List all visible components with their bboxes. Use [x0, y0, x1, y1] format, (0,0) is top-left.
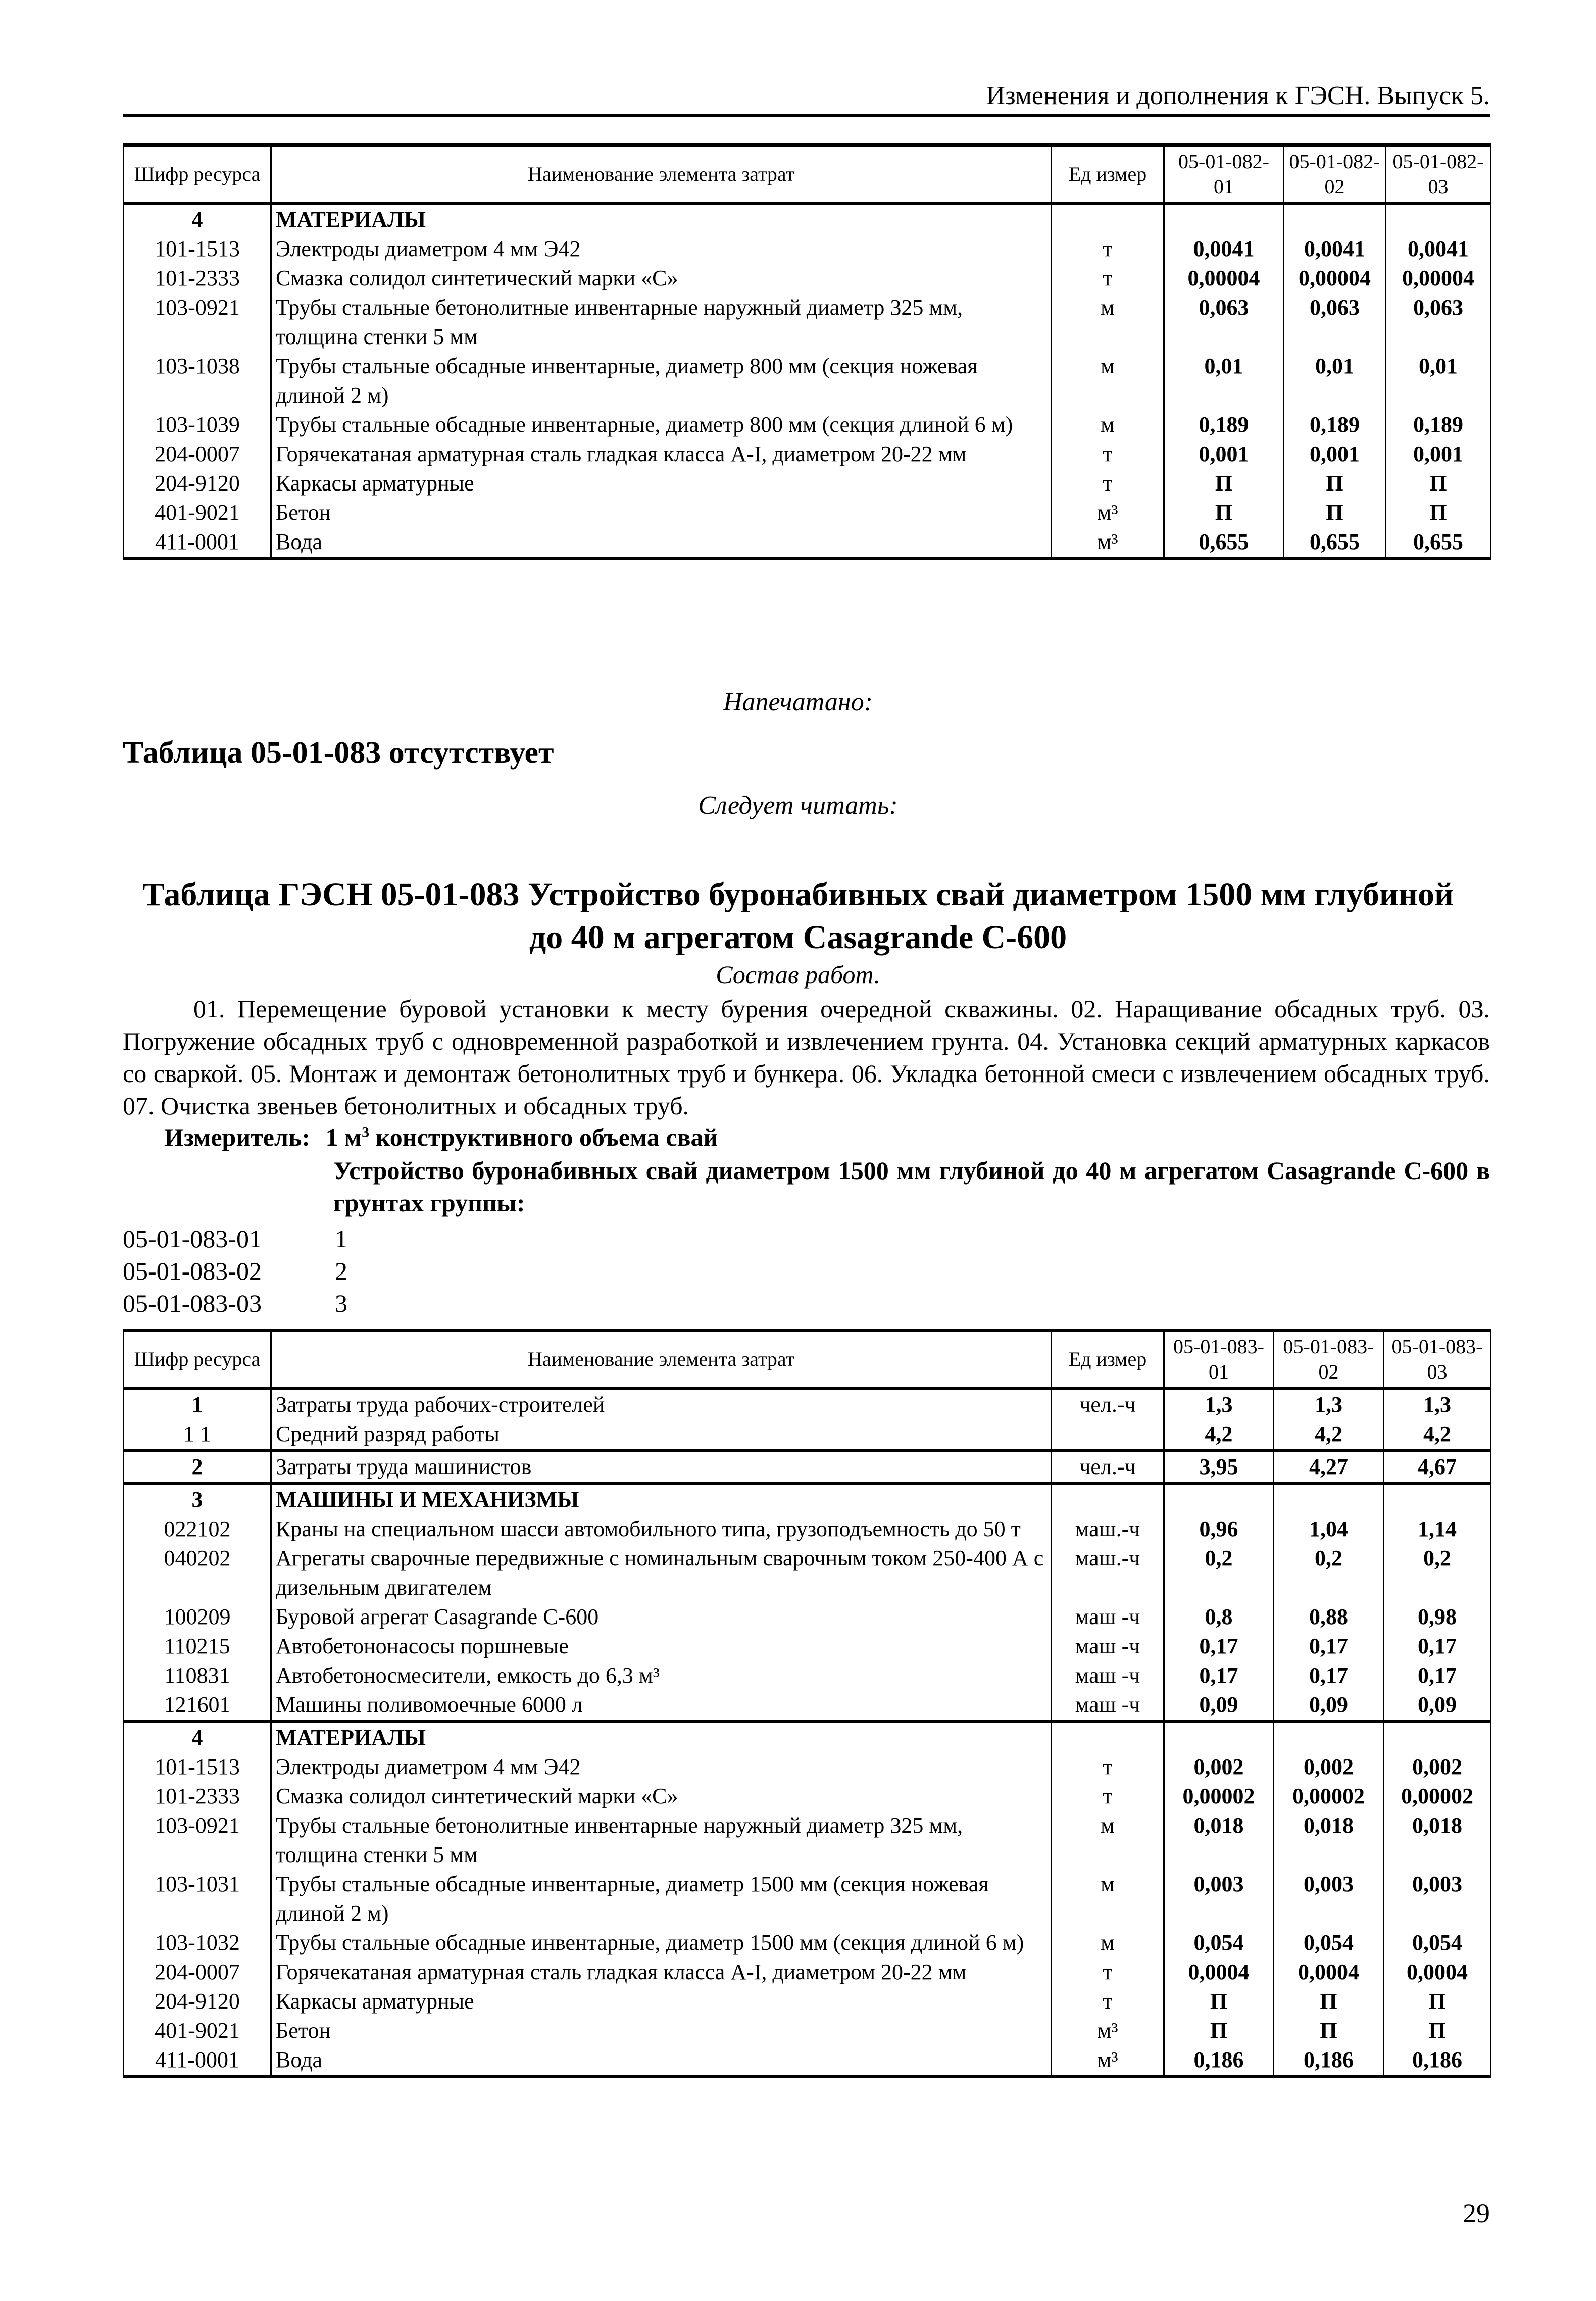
value-3: 0,00002	[1384, 1782, 1491, 1811]
resource-code: 204-0007	[124, 439, 271, 469]
unit: т	[1052, 1957, 1164, 1987]
resource-name: Агрегаты сварочные передвижные с номинальным сварочным током 250-400 А с дизельным двигателем	[271, 1544, 1052, 1602]
unit: т	[1052, 1782, 1164, 1811]
value-1: 0,00002	[1164, 1782, 1274, 1811]
resource-code: 2	[124, 1451, 271, 1484]
value-3: 0,002	[1384, 1752, 1491, 1782]
value-3: П	[1384, 1987, 1491, 2016]
value-3: 4,67	[1384, 1451, 1491, 1484]
resource-code: 204-9120	[124, 1987, 271, 2016]
value-2: П	[1274, 2016, 1384, 2045]
value-3: 0,189	[1386, 410, 1491, 439]
resource-code: 022102	[124, 1514, 271, 1544]
value-1: 0,655	[1164, 527, 1284, 559]
value-3: 0,17	[1384, 1632, 1491, 1661]
value-1: 0,96	[1164, 1514, 1274, 1544]
resource-code: 401-9021	[124, 498, 271, 527]
meter-label: Измеритель:	[164, 1123, 311, 1151]
value-2: 0,054	[1274, 1928, 1384, 1957]
resource-name: Трубы стальные обсадные инвентарные, диаметр 1500 мм (секция длиной 6 м)	[271, 1928, 1052, 1957]
table-row	[124, 1987, 1491, 2016]
value-3: 0,054	[1384, 1928, 1491, 1957]
table-row	[124, 1870, 1491, 1928]
unit	[1052, 1722, 1164, 1753]
value-1: 0,001	[1164, 439, 1284, 469]
value-3: 0,003	[1384, 1870, 1491, 1928]
resource-name: Затраты труда машинистов	[271, 1451, 1052, 1484]
value-2: 0,0041	[1284, 234, 1386, 264]
value-1: 0,003	[1164, 1870, 1274, 1928]
value-2: 0,17	[1274, 1661, 1384, 1690]
unit: м	[1052, 352, 1164, 410]
col-v3-header: 05-01-082-03	[1386, 145, 1491, 204]
value-1: П	[1164, 2016, 1274, 2045]
value-3	[1386, 204, 1491, 235]
col-v2-header: 05-01-083-02	[1274, 1331, 1384, 1389]
unit: чел.-ч	[1052, 1389, 1164, 1420]
value-1: 0,0041	[1164, 234, 1284, 264]
resource-name: Горячекатаная арматурная сталь гладкая класса А-I, диаметром 20-22 мм	[271, 1957, 1052, 1987]
value-2	[1284, 204, 1386, 235]
value-2: 0,001	[1284, 439, 1386, 469]
table-row	[124, 1419, 1491, 1451]
value-2: 0,003	[1274, 1870, 1384, 1928]
value-2: 0,00004	[1284, 264, 1386, 293]
value-2: 0,186	[1274, 2045, 1384, 2077]
unit: маш -ч	[1052, 1632, 1164, 1661]
resource-name: Смазка солидол синтетический марки «С»	[271, 264, 1052, 293]
resource-code: 103-1031	[124, 1870, 271, 1928]
section-row	[124, 1484, 1491, 1515]
value-2: 0,00002	[1274, 1782, 1384, 1811]
resource-name: Электроды диаметром 4 мм Э42	[271, 1752, 1052, 1782]
section-row	[124, 204, 1491, 235]
value-2: 4,2	[1274, 1419, 1384, 1451]
resource-name: Электроды диаметром 4 мм Э42	[271, 234, 1052, 264]
value-1: 0,17	[1164, 1661, 1274, 1690]
value-3: 0,186	[1384, 2045, 1491, 2077]
resource-name: Затраты труда рабочих-строителей	[271, 1389, 1052, 1420]
norm-code-row: 05-01-083-02 2	[123, 1257, 347, 1285]
value-3: 0,01	[1386, 352, 1491, 410]
resource-name: Бетон	[271, 2016, 1052, 2045]
table-title-line2: до 40 м агрегатом Casagrande C-600	[529, 919, 1067, 956]
unit: м³	[1052, 527, 1164, 559]
value-3: 1,3	[1384, 1389, 1491, 1420]
table-title-line1: Таблица ГЭСН 05-01-083 Устройство буронабивных свай диаметром 1500 мм глубиной	[142, 876, 1454, 913]
value-1: 0,186	[1164, 2045, 1274, 2077]
unit: т	[1052, 469, 1164, 498]
table-row	[124, 1957, 1491, 1987]
table-row	[124, 234, 1491, 264]
col-name-header: Наименование элемента затрат	[271, 145, 1052, 204]
resource-name: Средний разряд работы	[271, 1419, 1052, 1451]
value-3	[1384, 1722, 1491, 1753]
resource-code: 101-2333	[124, 1782, 271, 1811]
resource-code: 411-0001	[124, 527, 271, 559]
unit: м	[1052, 1811, 1164, 1870]
value-1: 0,002	[1164, 1752, 1274, 1782]
resource-code: 040202	[124, 1544, 271, 1602]
value-3: 0,00004	[1386, 264, 1491, 293]
resource-code: 3	[124, 1484, 271, 1515]
resource-name: МАШИНЫ И МЕХАНИЗМЫ	[271, 1484, 1052, 1515]
resource-name: Вода	[271, 2045, 1052, 2077]
resource-code: 101-2333	[124, 264, 271, 293]
value-1	[1164, 1722, 1274, 1753]
value-1	[1164, 204, 1284, 235]
table-header-row	[124, 145, 1491, 204]
value-1: 1,3	[1164, 1389, 1274, 1420]
resource-name: Машины поливомоечные 6000 л	[271, 1690, 1052, 1722]
table-row	[124, 1451, 1491, 1484]
resource-code: 121601	[124, 1690, 271, 1722]
page-number: 29	[1463, 2198, 1490, 2228]
value-3: П	[1384, 2016, 1491, 2045]
unit	[1052, 1419, 1164, 1451]
work-composition-text: 01. Перемещение буровой установки к месту бурения очередной скважины. 02. Наращивание обсадных труб. 03. Погружение обсадных труб с одновременной разработкой и извлечением грунта. 04. Установка секций арматурных каркасов со сваркой. 05. Монтаж и демонтаж бетонолитных труб и бункера. 06. Укладка бетонной смеси с извлечением обсадных труб. 07. Очистка звеньев бетонолитных и обсадных труб.	[123, 995, 1490, 1120]
resource-code: 204-0007	[124, 1957, 271, 1987]
resource-code: 103-0921	[124, 293, 271, 352]
unit	[1052, 1484, 1164, 1515]
table-row	[124, 1752, 1491, 1782]
should-read-label: Следует читать:	[698, 791, 898, 820]
table-row	[124, 1632, 1491, 1661]
value-2: 0,189	[1284, 410, 1386, 439]
value-2: 0,17	[1274, 1632, 1384, 1661]
resource-code: 411-0001	[124, 2045, 271, 2077]
value-2: 0,88	[1274, 1602, 1384, 1632]
value-2: 0,002	[1274, 1752, 1384, 1782]
resource-name: Трубы стальные обсадные инвентарные, диаметр 800 мм (секция длиной 6 м)	[271, 410, 1052, 439]
value-1: 0,054	[1164, 1928, 1274, 1957]
resource-table-082	[123, 143, 1491, 560]
value-2: П	[1284, 498, 1386, 527]
header-rule	[123, 114, 1490, 117]
value-2: 0,063	[1284, 293, 1386, 352]
value-3: П	[1386, 498, 1491, 527]
resource-name: Трубы стальные бетонолитные инвентарные наружный диаметр 325 мм, толщина стенки 5 мм	[271, 1811, 1052, 1870]
resource-name: Каркасы арматурные	[271, 469, 1052, 498]
unit: м	[1052, 293, 1164, 352]
value-3: 0,001	[1386, 439, 1491, 469]
value-1: 0,2	[1164, 1544, 1274, 1602]
norm-code-row: 05-01-083-01 1	[123, 1225, 347, 1253]
unit: т	[1052, 1752, 1164, 1782]
value-1: П	[1164, 469, 1284, 498]
col-name-header: Наименование элемента затрат	[271, 1331, 1052, 1389]
value-3: 0,063	[1386, 293, 1491, 352]
group-subtitle: Устройство буронабивных свай диаметром 1500 мм глубиной до 40 м агрегатом Casagrande C-600 в грунтах группы:	[333, 1156, 1490, 1217]
value-2: 4,27	[1274, 1451, 1384, 1484]
value-2	[1274, 1722, 1384, 1753]
section-row	[124, 1722, 1491, 1753]
table-header-row	[124, 1331, 1491, 1389]
resource-code: 103-1038	[124, 352, 271, 410]
resource-name: МАТЕРИАЛЫ	[271, 204, 1052, 235]
unit: м³	[1052, 498, 1164, 527]
value-3: 0,09	[1384, 1690, 1491, 1722]
value-2: 0,2	[1274, 1544, 1384, 1602]
unit: м	[1052, 410, 1164, 439]
resource-code: 101-1513	[124, 234, 271, 264]
value-1: 0,17	[1164, 1632, 1274, 1661]
resource-name: Трубы стальные бетонолитные инвентарные наружный диаметр 325 мм, толщина стенки 5 мм	[271, 293, 1052, 352]
col-code-header: Шифр ресурса	[124, 145, 271, 204]
unit: маш.-ч	[1052, 1514, 1164, 1544]
resource-table-083	[123, 1329, 1491, 2078]
absent-table-notice: Таблица 05-01-083 отсутствует	[123, 736, 554, 770]
unit: т	[1052, 264, 1164, 293]
value-1: 0,189	[1164, 410, 1284, 439]
resource-name: Автобетоносмесители, емкость до 6,3 м³	[271, 1661, 1052, 1690]
col-v1-header: 05-01-082-01	[1164, 145, 1284, 204]
table-row	[124, 1690, 1491, 1722]
value-1: 0,0004	[1164, 1957, 1274, 1987]
value-3	[1384, 1484, 1491, 1515]
value-1: 0,063	[1164, 293, 1284, 352]
resource-name: Краны на специальном шасси автомобильного типа, грузоподъемность до 50 т	[271, 1514, 1052, 1544]
col-code-header: Шифр ресурса	[124, 1331, 271, 1389]
value-1: 4,2	[1164, 1419, 1274, 1451]
unit: маш.-ч	[1052, 1544, 1164, 1602]
resource-name: Смазка солидол синтетический марки «С»	[271, 1782, 1052, 1811]
resource-name: Трубы стальные обсадные инвентарные, диаметр 800 мм (секция ножевая длиной 2 м)	[271, 352, 1052, 410]
col-unit-header: Ед измер	[1052, 145, 1164, 204]
meter-value-sup: 3	[362, 1123, 370, 1141]
resource-code: 4	[124, 204, 271, 235]
value-2	[1274, 1484, 1384, 1515]
value-1: 3,95	[1164, 1451, 1274, 1484]
resource-code: 1 1	[124, 1419, 271, 1451]
meter-value-pre: 1 м	[325, 1123, 362, 1151]
table-row	[124, 1782, 1491, 1811]
value-2: 0,0004	[1274, 1957, 1384, 1987]
resource-code: 110215	[124, 1632, 271, 1661]
table-row	[124, 410, 1491, 439]
table-row	[124, 1602, 1491, 1632]
unit: маш -ч	[1052, 1661, 1164, 1690]
value-2: 0,018	[1274, 1811, 1384, 1870]
resource-name: Трубы стальные обсадные инвентарные, диаметр 1500 мм (секция ножевая длиной 2 м)	[271, 1870, 1052, 1928]
meter-line	[164, 1122, 718, 1152]
resource-name: Горячекатаная арматурная сталь гладкая класса А-I, диаметром 20-22 мм	[271, 439, 1052, 469]
value-2: 0,09	[1274, 1690, 1384, 1722]
value-2: П	[1274, 1987, 1384, 2016]
value-2: 1,04	[1274, 1514, 1384, 1544]
col-v2-header: 05-01-082-02	[1284, 145, 1386, 204]
value-3: 1,14	[1384, 1514, 1491, 1544]
norm-code-row: 05-01-083-03 3	[123, 1289, 347, 1317]
resource-code: 4	[124, 1722, 271, 1753]
table-row	[124, 527, 1491, 559]
col-v1-header: 05-01-083-01	[1164, 1331, 1274, 1389]
table-row	[124, 1661, 1491, 1690]
col-unit-header: Ед измер	[1052, 1331, 1164, 1389]
resource-name: Каркасы арматурные	[271, 1987, 1052, 2016]
unit	[1052, 204, 1164, 235]
resource-code: 101-1513	[124, 1752, 271, 1782]
value-3: 0,018	[1384, 1811, 1491, 1870]
unit: маш -ч	[1052, 1602, 1164, 1632]
resource-code: 103-1039	[124, 410, 271, 439]
norm-codes-list	[123, 1222, 347, 1319]
value-2: 0,655	[1284, 527, 1386, 559]
resource-name: Вода	[271, 527, 1052, 559]
value-2: П	[1284, 469, 1386, 498]
table-row	[124, 264, 1491, 293]
value-1	[1164, 1484, 1274, 1515]
col-v3-header: 05-01-083-03	[1384, 1331, 1491, 1389]
value-1: П	[1164, 498, 1284, 527]
resource-code: 103-0921	[124, 1811, 271, 1870]
resource-code: 1	[124, 1389, 271, 1420]
resource-code: 204-9120	[124, 469, 271, 498]
table-row	[124, 293, 1491, 352]
table-row	[124, 1811, 1491, 1870]
resource-name: МАТЕРИАЛЫ	[271, 1722, 1052, 1753]
resource-name: Бетон	[271, 498, 1052, 527]
unit: т	[1052, 1987, 1164, 2016]
unit: т	[1052, 439, 1164, 469]
unit: чел.-ч	[1052, 1451, 1164, 1484]
resource-name: Буровой агрегат Casagrande C-600	[271, 1602, 1052, 1632]
table-row	[124, 498, 1491, 527]
value-3: 0,17	[1384, 1661, 1491, 1690]
resource-name: Автобетононасосы поршневые	[271, 1632, 1052, 1661]
unit: м³	[1052, 2045, 1164, 2077]
value-1: 0,01	[1164, 352, 1284, 410]
unit: м	[1052, 1870, 1164, 1928]
table-row	[124, 1544, 1491, 1602]
value-1: 0,00004	[1164, 264, 1284, 293]
value-3: 0,2	[1384, 1544, 1491, 1602]
value-3: 0,98	[1384, 1602, 1491, 1632]
value-2: 1,3	[1274, 1389, 1384, 1420]
value-3: 0,0041	[1386, 234, 1491, 264]
printed-label: Напечатано:	[723, 688, 873, 716]
meter-value-post: конструктивного объема свай	[369, 1123, 718, 1151]
table-row	[124, 1928, 1491, 1957]
value-3: 4,2	[1384, 1419, 1491, 1451]
table-row	[124, 1514, 1491, 1544]
table-row	[124, 439, 1491, 469]
unit: т	[1052, 234, 1164, 264]
unit: м	[1052, 1928, 1164, 1957]
value-1: 0,8	[1164, 1602, 1274, 1632]
resource-code: 110831	[124, 1661, 271, 1690]
running-header: Изменения и дополнения к ГЭСН. Выпуск 5.	[986, 81, 1490, 110]
work-composition-label: Состав работ.	[716, 960, 880, 989]
value-1: П	[1164, 1987, 1274, 2016]
table-row	[124, 2016, 1491, 2045]
table-row	[124, 469, 1491, 498]
value-2: 0,01	[1284, 352, 1386, 410]
unit: маш -ч	[1052, 1690, 1164, 1722]
table-row	[124, 352, 1491, 410]
value-1: 0,018	[1164, 1811, 1274, 1870]
value-3: 0,0004	[1384, 1957, 1491, 1987]
resource-code: 401-9021	[124, 2016, 271, 2045]
resource-code: 100209	[124, 1602, 271, 1632]
resource-code: 103-1032	[124, 1928, 271, 1957]
unit: м³	[1052, 2016, 1164, 2045]
value-3: 0,655	[1386, 527, 1491, 559]
value-1: 0,09	[1164, 1690, 1274, 1722]
table-row	[124, 2045, 1491, 2077]
table-row	[124, 1389, 1491, 1420]
value-3: П	[1386, 469, 1491, 498]
